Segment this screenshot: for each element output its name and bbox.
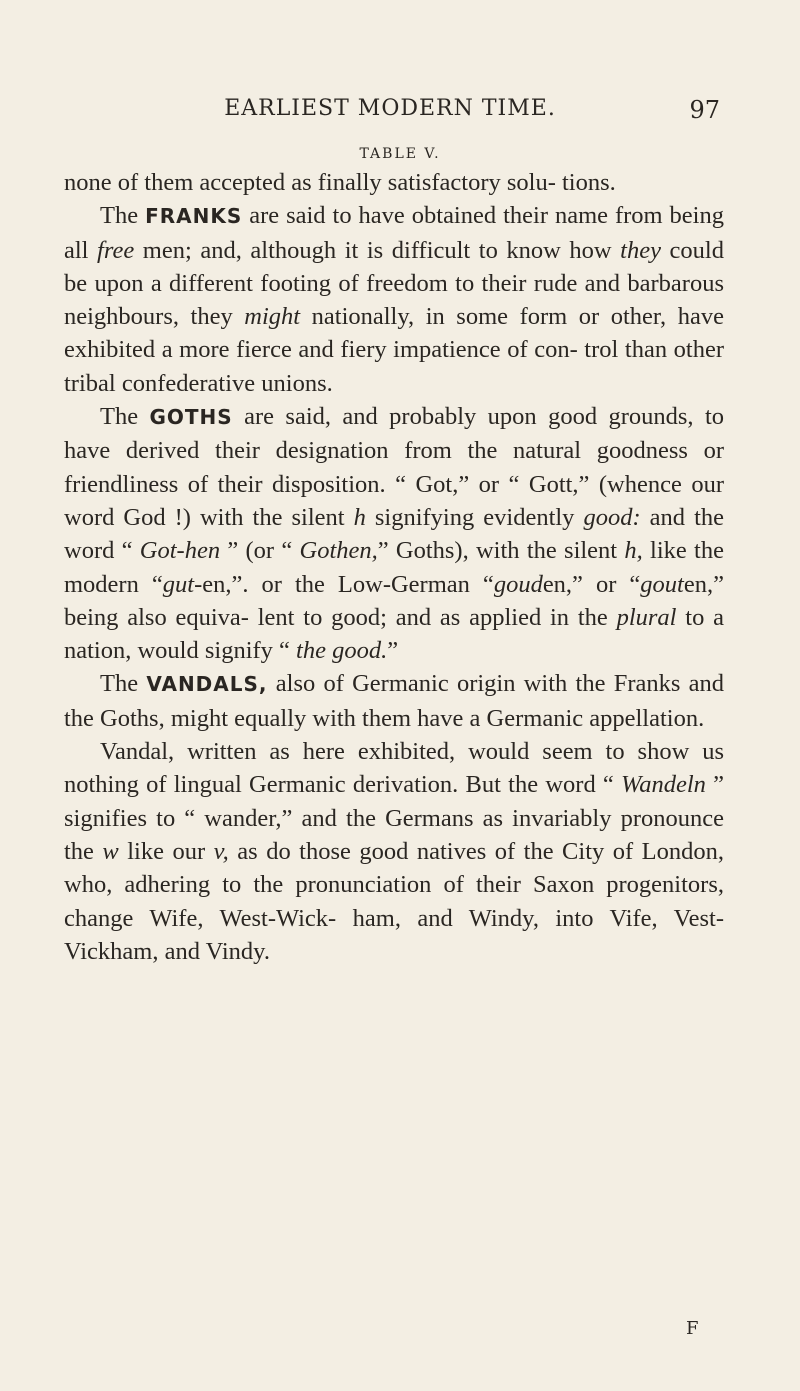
text-run: are said, and probably upon good grounds, to have derived their designation from the natural goodness or friendliness of their disposition. “ Got,” or “ Gott,” (whence our word God !) with the silent [64,403,724,531]
small-caps-text: FRANKS [145,204,243,229]
text-run: Vandal, written as here exhibited, would seem to show us nothing of lingual Germanic derivation. But the word “ [64,738,724,799]
italic-text: Got-hen [139,537,221,565]
text-run: as do those good natives of the City of London, who, adhering to the pronunciation of their Saxon progenitors, change Wife, West-Wick- ham, and Windy, into Vife, Vest-Vickham, and Vindy. [64,837,724,965]
paragraph [64,400,724,667]
page-header [60,96,720,136]
italic-text: free [97,236,135,264]
body-text [64,166,724,968]
italic-text: gut [162,570,195,598]
text-run: -en,”. or the Low-German “ [194,570,494,598]
text-run: en,” being also equiva- lent to good; and as applied in the [64,570,724,631]
text-run: ” (or “ [220,537,300,565]
italic-text: good: [583,503,641,531]
italic-text: gout [640,570,684,598]
signature-mark: F [686,1318,699,1339]
text-run: The [100,202,146,230]
italic-text: goud [493,570,543,598]
italic-text: v, [213,837,229,865]
italic-text: w [102,837,119,865]
text-run: ” [387,637,399,665]
text-run: ” Goths), with the silent [377,537,625,565]
text-run: signifying evidently [365,503,584,531]
text-run: also of Germanic origin with the Franks and the Goths, might equally with them have a Germanic appellation. [64,670,725,732]
text-run: like the modern “ [64,537,724,598]
italic-text: plural [616,603,677,631]
italic-text: they [620,236,661,264]
text-run: like our [118,837,214,865]
italic-text: might [244,303,301,331]
paragraph [64,199,724,400]
paragraph [64,667,724,735]
page-number: 97 [689,96,720,124]
text-run: en,” or “ [542,570,641,598]
text-run: to a nation, would signify “ [64,603,724,665]
paragraph [64,735,724,968]
text-run: The [100,670,147,698]
text-run: could be upon a different footing of freedom to their rude and barbarous neighbours, they [64,236,724,331]
italic-text: h [353,503,366,531]
italic-text: the good. [296,637,388,665]
running-title: EARLIEST MODERN TIME. [224,96,556,121]
small-caps-text: GOTHS [149,405,233,430]
italic-text: Gothen, [299,537,378,565]
small-caps-text: VANDALS, [146,672,268,697]
text-run: men; and, although it is difficult to know how [134,236,621,264]
text-run: The [100,403,150,431]
text-run: and the word “ [64,503,724,565]
text-run: are said to have obtained their name from being all [64,202,724,264]
text-run: nationally, in some form or other, have exhibited a more fierce and fiery impatience of con- trol than other tribal confederative unions. [64,303,724,397]
table-reference: TABLE V. [359,146,441,162]
italic-text: Wandeln [621,771,706,799]
text-run: ” signifies to “ wander,” and the Germans as invariably pronounce the [64,771,725,865]
paragraph [64,166,724,199]
italic-text: h, [624,537,643,565]
text-run: none of them accepted as finally satisfactory solu- tions. [64,169,616,196]
